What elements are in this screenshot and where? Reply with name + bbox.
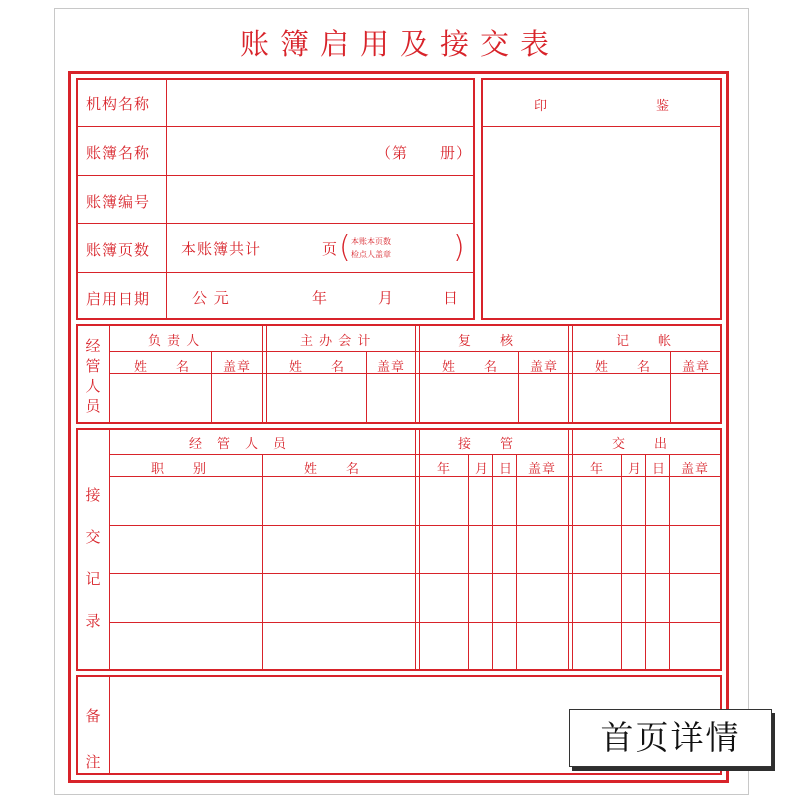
staff-name-header: 姓 名 [442,360,499,375]
paren-right: ) [453,230,465,265]
handover-side-char: 录 [85,612,101,630]
info-row-divider [76,175,475,176]
handover-group-divider [415,428,416,671]
form-title: 账簿启用及接交表 [239,27,560,61]
handover-row-divider [109,573,722,574]
date-year-text: 年 [312,289,329,307]
start-date-label: 启用日期 [86,290,151,308]
book-volume-label: （第 册） [376,144,473,162]
staff-seal-divider [670,351,671,424]
seal-label-2: 鉴 [656,99,671,114]
staff-group-responsible: 负 责 人 [148,334,201,349]
handover-col-divider [262,454,263,671]
receive-day-header: 日 [499,462,514,477]
staff-side-char: 经 [85,337,101,355]
home-details-badge[interactable] [569,709,772,767]
remarks-side-divider [109,675,110,775]
handover-col-divider [645,454,646,671]
staff-group-divider [266,324,267,424]
handover-group-divider [572,428,573,671]
info-row-divider [76,223,475,224]
info-column-divider [166,78,167,320]
staff-group-divider [568,324,569,424]
book-number-label: 账簿编号 [86,193,151,211]
handover-name-header: 姓 名 [304,462,361,477]
info-row-divider [76,272,475,273]
pages-note-2: 检点人盖章 [351,250,391,259]
staff-seal-divider [518,351,519,424]
staff-seal-header: 盖章 [377,360,406,375]
info-row-divider [76,126,475,127]
receive-year-header: 年 [437,462,452,477]
handover-col-divider [669,454,670,671]
seal-label-1: 印 [534,99,549,114]
staff-side-divider [109,324,110,424]
receive-month-header: 月 [475,462,490,477]
book-name-label: 账簿名称 [86,144,151,162]
pages-note-1: 本账本页数 [351,237,391,246]
staff-header-divider [109,351,722,352]
receive-header: 接 管 [458,437,515,452]
staff-name-header: 姓 名 [595,360,652,375]
staff-group-divider [572,324,573,424]
remarks-side-char: 备 [85,707,101,725]
staff-seal-divider [366,351,367,424]
handover-month-header: 月 [628,462,643,477]
staff-group-reviewer: 复 核 [458,334,515,349]
handover-day-header: 日 [652,462,667,477]
handover-side-char: 接 [85,486,101,504]
handover-row-divider [109,525,722,526]
staff-group-divider [262,324,263,424]
date-day-text: 日 [443,289,460,307]
staff-side-char: 员 [85,397,101,415]
pages-unit-text: 页 [322,240,339,258]
handover-side-divider [109,428,110,671]
staff-group-chief-accountant: 主 办 会 计 [300,334,372,349]
position-header: 职 别 [151,462,208,477]
handover-side-char: 交 [85,528,101,546]
seal-header-divider [481,126,722,127]
handover-seal-header: 盖章 [681,462,710,477]
seal-box [481,78,722,320]
handover-col-divider [468,454,469,671]
org-name-label: 机构名称 [86,95,151,113]
handover-year-header: 年 [590,462,605,477]
staff-seal-header: 盖章 [223,360,252,375]
date-era-text: 公 元 [192,289,230,307]
handover-col-divider [516,454,517,671]
remarks-side-label [84,693,102,785]
staff-side-char: 管 [85,357,101,375]
handover-side-label [84,474,102,642]
handover-group-divider [419,428,420,671]
staff-group-divider [415,324,416,424]
handover-col-divider [492,454,493,671]
handover-out-header: 交 出 [612,437,669,452]
handover-header-divider [109,454,722,455]
staff-seal-divider [211,351,212,424]
handover-side-char: 记 [85,570,101,588]
paren-left: ( [339,230,351,265]
remarks-side-char: 注 [85,753,101,771]
pages-total-text: 本账簿共计 [181,240,262,258]
home-details-label: 首页详情 [600,718,741,757]
staff-name-header: 姓 名 [134,360,191,375]
staff-side-label [84,336,102,416]
staff-group-divider [419,324,420,424]
staff-seal-header: 盖章 [530,360,559,375]
receive-seal-header: 盖章 [528,462,557,477]
managers-header: 经 管 人 员 [189,437,288,452]
staff-name-header: 姓 名 [289,360,346,375]
staff-seal-header: 盖章 [682,360,711,375]
staff-group-bookkeeper: 记 帐 [616,334,673,349]
handover-row-divider [109,622,722,623]
book-pages-label: 账簿页数 [86,241,151,259]
date-month-text: 月 [378,289,395,307]
handover-col-divider [621,454,622,671]
handover-group-divider [568,428,569,671]
staff-side-char: 人 [85,377,101,395]
